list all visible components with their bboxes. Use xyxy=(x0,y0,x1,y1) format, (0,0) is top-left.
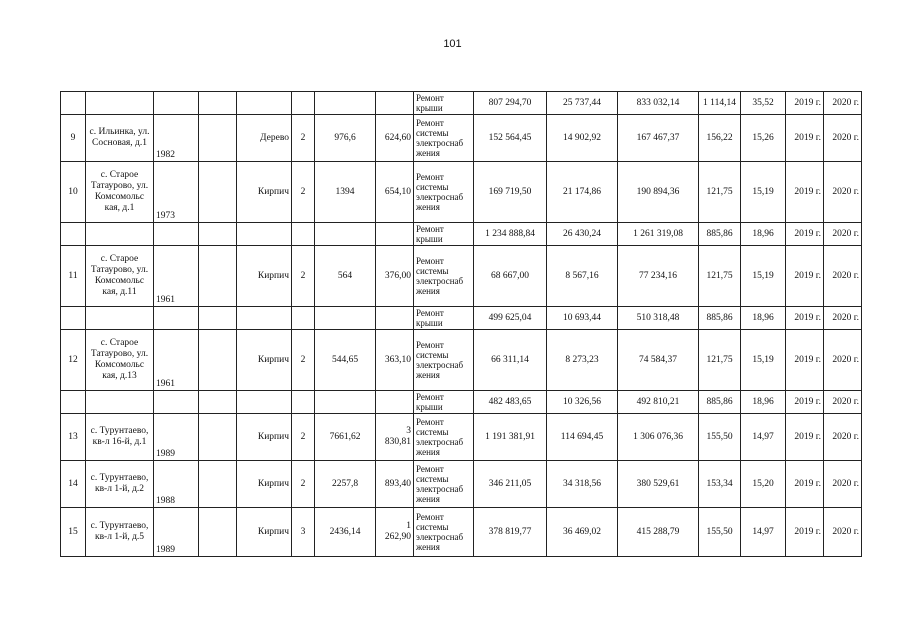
address-cell xyxy=(86,391,154,414)
build-year-cell xyxy=(154,223,199,246)
house-number-cell xyxy=(61,92,86,115)
unit-cost-cell: 156,22 xyxy=(699,115,741,162)
floors-cell xyxy=(292,92,315,115)
build-year-cell xyxy=(154,307,199,330)
year-end-cell: 2020 г. xyxy=(824,414,862,461)
empty-cell xyxy=(199,246,237,307)
unit-cost-cell: 1 114,14 xyxy=(699,92,741,115)
work-type-cell: Ремонт системы электроснаб жения xyxy=(414,115,474,162)
cost-sum-cell: 167 467,37 xyxy=(618,115,699,162)
total-area-cell: 2436,14 xyxy=(315,508,376,557)
cost-sum-cell: 190 894,36 xyxy=(618,162,699,223)
empty-cell xyxy=(199,115,237,162)
share-cell: 15,19 xyxy=(741,246,786,307)
cost-fund-cell: 114 694,45 xyxy=(547,414,618,461)
address-cell: с. Турунтаево, кв-л 1-й, д.5 xyxy=(86,508,154,557)
address-cell: с. Турунтаево, кв-л 16-й, д.1 xyxy=(86,414,154,461)
share-cell: 15,19 xyxy=(741,162,786,223)
address-cell xyxy=(86,307,154,330)
cost-total-cell: 346 211,05 xyxy=(474,461,547,508)
floors-cell: 2 xyxy=(292,461,315,508)
cost-fund-cell: 8 567,16 xyxy=(547,246,618,307)
living-area-cell xyxy=(376,223,414,246)
share-cell: 14,97 xyxy=(741,508,786,557)
wall-material-cell xyxy=(237,92,292,115)
table-row xyxy=(61,162,862,223)
year-start-cell: 2019 г. xyxy=(786,115,824,162)
living-area-cell xyxy=(376,92,414,115)
empty-cell xyxy=(199,162,237,223)
wall-material-cell: Кирпич xyxy=(237,162,292,223)
share-cell: 15,19 xyxy=(741,330,786,391)
living-area-cell: 893,40 xyxy=(376,461,414,508)
empty-cell xyxy=(199,307,237,330)
address-cell: с. Старое Татаурово, ул. Комсомольс кая, д.11 xyxy=(86,246,154,307)
cost-fund-cell: 21 174,86 xyxy=(547,162,618,223)
house-number-cell xyxy=(61,223,86,246)
cost-total-cell: 1 191 381,91 xyxy=(474,414,547,461)
wall-material-cell: Кирпич xyxy=(237,246,292,307)
total-area-cell: 976,6 xyxy=(315,115,376,162)
address-cell: с. Турунтаево, кв-л 1-й, д.2 xyxy=(86,461,154,508)
share-cell: 35,52 xyxy=(741,92,786,115)
unit-cost-cell: 885,86 xyxy=(699,223,741,246)
cost-total-cell: 499 625,04 xyxy=(474,307,547,330)
total-area-cell xyxy=(315,92,376,115)
address-cell: с. Старое Татаурово, ул. Комсомольс кая, д.13 xyxy=(86,330,154,391)
share-cell: 18,96 xyxy=(741,223,786,246)
table-row xyxy=(61,461,862,508)
address-cell xyxy=(86,92,154,115)
cost-fund-cell: 14 902,92 xyxy=(547,115,618,162)
year-start-cell: 2019 г. xyxy=(786,223,824,246)
cost-sum-cell: 380 529,61 xyxy=(618,461,699,508)
table-row xyxy=(61,246,862,307)
unit-cost-cell: 885,86 xyxy=(699,391,741,414)
work-type-cell: Ремонт крыши xyxy=(414,307,474,330)
table-row xyxy=(61,414,862,461)
cost-fund-cell: 10 693,44 xyxy=(547,307,618,330)
floors-cell xyxy=(292,391,315,414)
build-year-cell: 1961 xyxy=(154,246,199,307)
wall-material-cell xyxy=(237,307,292,330)
cost-sum-cell: 77 234,16 xyxy=(618,246,699,307)
work-type-cell: Ремонт системы электроснаб жения xyxy=(414,162,474,223)
page-number: 101 xyxy=(443,38,462,50)
cost-sum-cell: 415 288,79 xyxy=(618,508,699,557)
total-area-cell xyxy=(315,391,376,414)
year-start-cell: 2019 г. xyxy=(786,307,824,330)
unit-cost-cell: 155,50 xyxy=(699,508,741,557)
total-area-cell xyxy=(315,223,376,246)
year-start-cell: 2019 г. xyxy=(786,246,824,307)
year-start-cell: 2019 г. xyxy=(786,414,824,461)
cost-total-cell: 66 311,14 xyxy=(474,330,547,391)
work-type-cell: Ремонт системы электроснаб жения xyxy=(414,246,474,307)
year-end-cell: 2020 г. xyxy=(824,508,862,557)
share-cell: 18,96 xyxy=(741,391,786,414)
empty-cell xyxy=(199,461,237,508)
share-cell: 15,20 xyxy=(741,461,786,508)
house-number-cell xyxy=(61,391,86,414)
empty-cell xyxy=(199,414,237,461)
cost-fund-cell: 36 469,02 xyxy=(547,508,618,557)
table-row xyxy=(61,223,862,246)
share-cell: 15,26 xyxy=(741,115,786,162)
year-end-cell: 2020 г. xyxy=(824,307,862,330)
cost-fund-cell: 26 430,24 xyxy=(547,223,618,246)
cost-total-cell: 378 819,77 xyxy=(474,508,547,557)
cost-fund-cell: 8 273,23 xyxy=(547,330,618,391)
unit-cost-cell: 121,75 xyxy=(699,246,741,307)
build-year-cell: 1989 xyxy=(154,414,199,461)
unit-cost-cell: 155,50 xyxy=(699,414,741,461)
build-year-cell xyxy=(154,92,199,115)
year-end-cell: 2020 г. xyxy=(824,115,862,162)
build-year-cell: 1973 xyxy=(154,162,199,223)
living-area-cell xyxy=(376,391,414,414)
build-year-cell xyxy=(154,391,199,414)
address-cell: с. Ильинка, ул. Сосновая, д.1 xyxy=(86,115,154,162)
address-cell: с. Старое Татаурово, ул. Комсомольс кая, д.1 xyxy=(86,162,154,223)
total-area-cell: 1394 xyxy=(315,162,376,223)
living-area-cell: 3 830,81 xyxy=(376,414,414,461)
year-start-cell: 2019 г. xyxy=(786,162,824,223)
cost-fund-cell: 10 326,56 xyxy=(547,391,618,414)
year-start-cell: 2019 г. xyxy=(786,330,824,391)
cost-sum-cell: 1 306 076,36 xyxy=(618,414,699,461)
build-year-cell: 1961 xyxy=(154,330,199,391)
table-row xyxy=(61,115,862,162)
living-area-cell xyxy=(376,307,414,330)
table-row xyxy=(61,508,862,557)
living-area-cell: 1 262,90 xyxy=(376,508,414,557)
unit-cost-cell: 121,75 xyxy=(699,330,741,391)
work-type-cell: Ремонт крыши xyxy=(414,391,474,414)
wall-material-cell: Кирпич xyxy=(237,461,292,508)
cost-sum-cell: 510 318,48 xyxy=(618,307,699,330)
house-number-cell: 11 xyxy=(61,246,86,307)
cost-total-cell: 169 719,50 xyxy=(474,162,547,223)
cost-total-cell: 482 483,65 xyxy=(474,391,547,414)
floors-cell: 3 xyxy=(292,508,315,557)
total-area-cell: 2257,8 xyxy=(315,461,376,508)
share-cell: 14,97 xyxy=(741,414,786,461)
repair-schedule-table xyxy=(60,91,862,557)
house-number-cell: 14 xyxy=(61,461,86,508)
work-type-cell: Ремонт системы электроснаб жения xyxy=(414,508,474,557)
year-start-cell: 2019 г. xyxy=(786,92,824,115)
cost-sum-cell: 74 584,37 xyxy=(618,330,699,391)
table-row xyxy=(61,307,862,330)
work-type-cell: Ремонт крыши xyxy=(414,92,474,115)
work-type-cell: Ремонт системы электроснаб жения xyxy=(414,330,474,391)
house-number-cell: 9 xyxy=(61,115,86,162)
floors-cell xyxy=(292,223,315,246)
year-end-cell: 2020 г. xyxy=(824,223,862,246)
floors-cell: 2 xyxy=(292,246,315,307)
cost-fund-cell: 34 318,56 xyxy=(547,461,618,508)
build-year-cell: 1982 xyxy=(154,115,199,162)
living-area-cell: 654,10 xyxy=(376,162,414,223)
living-area-cell: 624,60 xyxy=(376,115,414,162)
work-type-cell: Ремонт крыши xyxy=(414,223,474,246)
living-area-cell: 363,10 xyxy=(376,330,414,391)
house-number-cell: 13 xyxy=(61,414,86,461)
floors-cell: 2 xyxy=(292,115,315,162)
house-number-cell: 15 xyxy=(61,508,86,557)
wall-material-cell xyxy=(237,391,292,414)
build-year-cell: 1988 xyxy=(154,461,199,508)
build-year-cell: 1989 xyxy=(154,508,199,557)
wall-material-cell: Кирпич xyxy=(237,330,292,391)
year-end-cell: 2020 г. xyxy=(824,92,862,115)
year-end-cell: 2020 г. xyxy=(824,461,862,508)
unit-cost-cell: 885,86 xyxy=(699,307,741,330)
cost-fund-cell: 25 737,44 xyxy=(547,92,618,115)
living-area-cell: 376,00 xyxy=(376,246,414,307)
empty-cell xyxy=(199,223,237,246)
work-type-cell: Ремонт системы электроснаб жения xyxy=(414,461,474,508)
year-start-cell: 2019 г. xyxy=(786,508,824,557)
total-area-cell: 544,65 xyxy=(315,330,376,391)
cost-sum-cell: 492 810,21 xyxy=(618,391,699,414)
unit-cost-cell: 121,75 xyxy=(699,162,741,223)
work-type-cell: Ремонт системы электроснаб жения xyxy=(414,414,474,461)
wall-material-cell: Дерево xyxy=(237,115,292,162)
cost-total-cell: 68 667,00 xyxy=(474,246,547,307)
empty-cell xyxy=(199,391,237,414)
floors-cell xyxy=(292,307,315,330)
total-area-cell: 564 xyxy=(315,246,376,307)
unit-cost-cell: 153,34 xyxy=(699,461,741,508)
year-end-cell: 2020 г. xyxy=(824,246,862,307)
wall-material-cell: Кирпич xyxy=(237,414,292,461)
cost-sum-cell: 833 032,14 xyxy=(618,92,699,115)
year-start-cell: 2019 г. xyxy=(786,391,824,414)
total-area-cell xyxy=(315,307,376,330)
empty-cell xyxy=(199,92,237,115)
cost-total-cell: 1 234 888,84 xyxy=(474,223,547,246)
share-cell: 18,96 xyxy=(741,307,786,330)
floors-cell: 2 xyxy=(292,162,315,223)
table-row xyxy=(61,391,862,414)
cost-total-cell: 807 294,70 xyxy=(474,92,547,115)
wall-material-cell xyxy=(237,223,292,246)
table-row xyxy=(61,330,862,391)
house-number-cell: 10 xyxy=(61,162,86,223)
house-number-cell xyxy=(61,307,86,330)
floors-cell: 2 xyxy=(292,330,315,391)
year-end-cell: 2020 г. xyxy=(824,330,862,391)
year-end-cell: 2020 г. xyxy=(824,162,862,223)
year-end-cell: 2020 г. xyxy=(824,391,862,414)
wall-material-cell: Кирпич xyxy=(237,508,292,557)
cost-sum-cell: 1 261 319,08 xyxy=(618,223,699,246)
total-area-cell: 7661,62 xyxy=(315,414,376,461)
empty-cell xyxy=(199,508,237,557)
year-start-cell: 2019 г. xyxy=(786,461,824,508)
address-cell xyxy=(86,223,154,246)
empty-cell xyxy=(199,330,237,391)
house-number-cell: 12 xyxy=(61,330,86,391)
floors-cell: 2 xyxy=(292,414,315,461)
cost-total-cell: 152 564,45 xyxy=(474,115,547,162)
table-row xyxy=(61,92,862,115)
